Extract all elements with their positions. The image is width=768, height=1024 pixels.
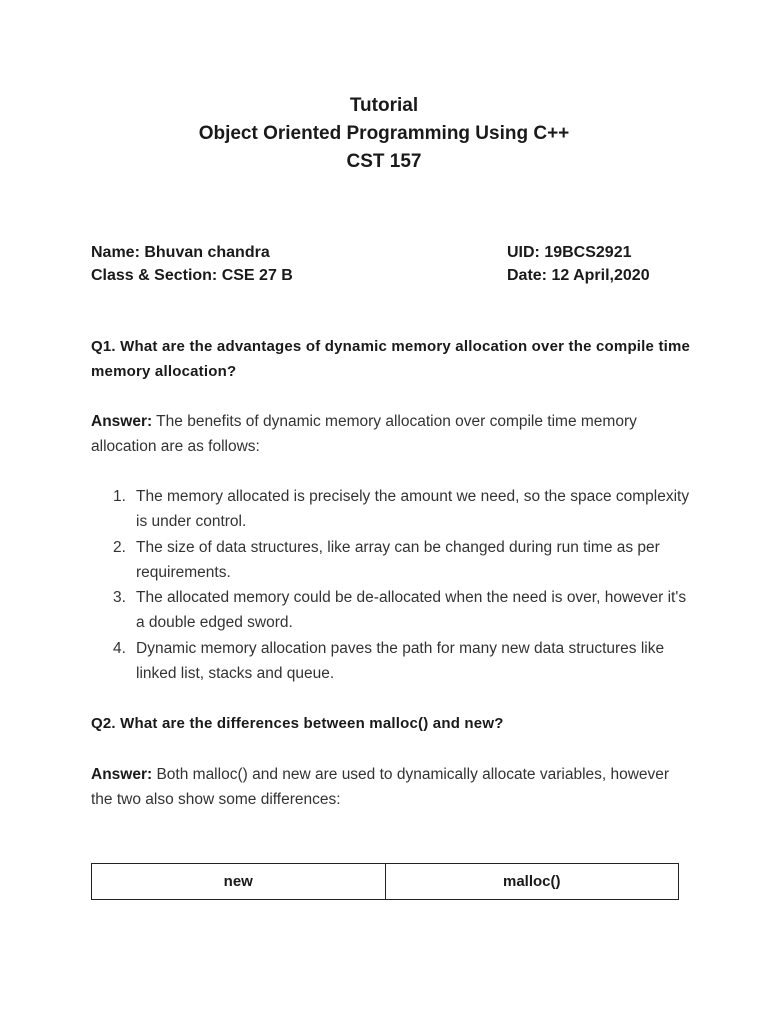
student-name: Name: Bhuvan chandra	[91, 244, 270, 261]
question-2: Q2. What are the differences between malloc() and new?	[91, 715, 504, 732]
student-uid: UID: 19BCS2921	[507, 244, 632, 261]
question-1: Q1. What are the advantages of dynamic memory allocation over the compile time memory allocation?	[91, 338, 691, 380]
student-info-row-2	[91, 264, 691, 287]
student-info-row-1	[91, 241, 691, 264]
answer-text: The benefits of dynamic memory allocation over compile time memory allocation are as follows:	[91, 413, 637, 455]
answer-label: Answer:	[91, 413, 153, 430]
title-tutorial: Tutorial	[349, 95, 419, 116]
table-header-malloc: malloc()	[385, 864, 679, 900]
list-item	[91, 585, 691, 636]
list-item-text: Dynamic memory allocation paves the path for many new data structures like linked list, stacks and queue.	[136, 639, 665, 683]
answer-label: Answer:	[91, 766, 153, 783]
title-course-code: CST 157	[346, 151, 422, 172]
title-course-name: Object Oriented Programming Using C++	[198, 123, 570, 144]
list-item-number: 1.	[113, 488, 126, 505]
list-item-text: The memory allocated is precisely the amount we need, so the space complexity is under control.	[136, 488, 690, 531]
table-header-new: new	[92, 864, 386, 900]
list-item-text: The size of data structures, like array can be changed during run time as per requirements.	[136, 538, 660, 581]
submission-date: Date: 12 April,2020	[507, 267, 650, 284]
comparison-table	[91, 863, 679, 900]
answer-text: Both malloc() and new are used to dynamically allocate variables, however the two also show some differences:	[91, 766, 670, 808]
table-header-row	[92, 864, 679, 900]
list-item	[91, 535, 691, 586]
list-item-number: 2.	[113, 538, 126, 556]
list-item-number: 3.	[113, 589, 126, 607]
list-item	[91, 484, 691, 535]
answer-2	[91, 762, 691, 812]
answer-1	[91, 409, 691, 459]
advantages-list	[91, 484, 691, 686]
document-title	[0, 92, 768, 176]
list-item-number: 4.	[113, 639, 126, 657]
student-class-section: Class & Section: CSE 27 B	[91, 267, 293, 284]
list-item-text: The allocated memory could be de-allocated when the need is over, however it's a double edged sword.	[136, 589, 687, 632]
list-item	[91, 636, 691, 687]
